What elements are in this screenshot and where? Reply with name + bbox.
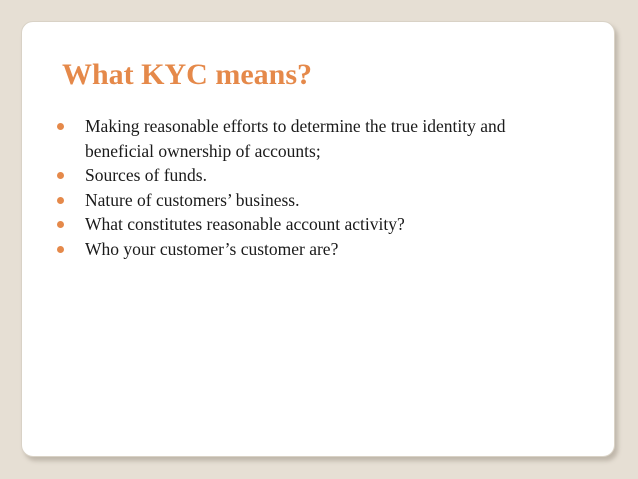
slide-title: What KYC means? — [62, 58, 313, 91]
list-item — [53, 237, 573, 262]
bullet-icon — [57, 123, 64, 130]
list-item — [53, 212, 573, 237]
bullet-list — [53, 114, 573, 261]
bullet-icon — [57, 221, 64, 228]
bullet-text: Nature of customers’ business. — [85, 189, 300, 210]
bullet-text: Who your customer’s customer are? — [85, 238, 339, 259]
bullet-text: Sources of funds. — [85, 165, 207, 185]
bullet-icon — [57, 197, 64, 204]
slide — [21, 21, 615, 457]
bullet-icon — [57, 246, 64, 253]
bullet-icon — [57, 172, 64, 179]
bullet-text: Making reasonable efforts to determine the true identity and beneficial ownership of accounts; — [85, 116, 506, 161]
bullet-text: What constitutes reasonable account activity? — [85, 214, 405, 234]
list-item — [53, 163, 573, 188]
list-item — [53, 188, 573, 213]
list-item — [53, 114, 573, 163]
